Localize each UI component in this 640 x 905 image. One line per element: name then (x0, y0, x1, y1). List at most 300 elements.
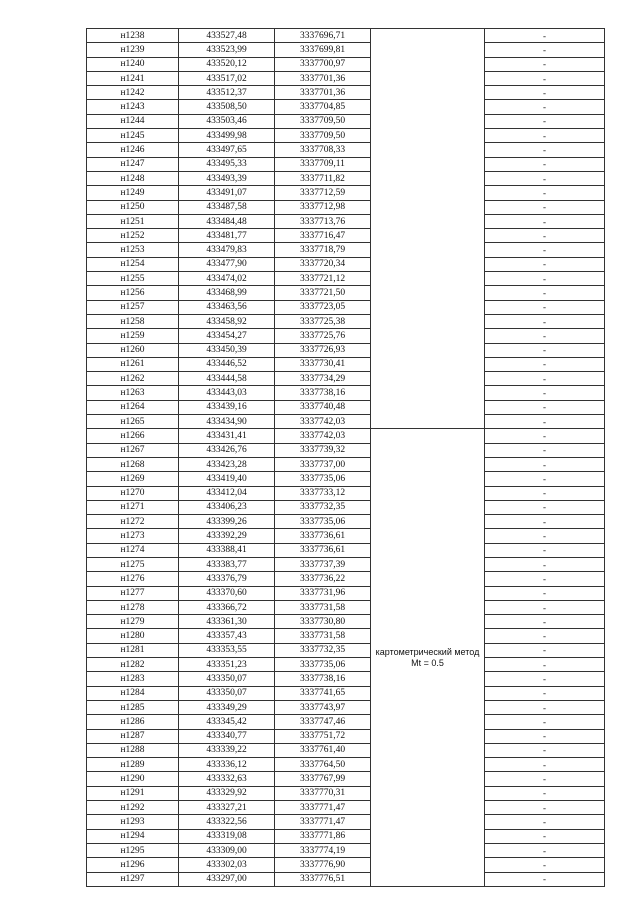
point-id-cell: н1250 (87, 200, 179, 214)
table-row (87, 643, 605, 657)
table-row (87, 157, 605, 171)
y-coordinate-cell: 3337701,36 (275, 86, 371, 100)
point-id-cell: н1257 (87, 300, 179, 314)
point-id-cell: н1287 (87, 729, 179, 743)
x-coordinate-cell: 433520,12 (179, 57, 275, 71)
x-coordinate-cell: 433366,72 (179, 600, 275, 614)
table-row (87, 200, 605, 214)
y-coordinate-cell: 3337751,72 (275, 729, 371, 743)
accuracy-cell: - (485, 758, 605, 772)
y-coordinate-cell: 3337725,38 (275, 314, 371, 328)
table-row (87, 843, 605, 857)
y-coordinate-cell: 3337712,59 (275, 186, 371, 200)
x-coordinate-cell: 433297,00 (179, 872, 275, 886)
point-id-cell: н1294 (87, 829, 179, 843)
x-coordinate-cell: 433423,28 (179, 457, 275, 471)
accuracy-cell: - (485, 729, 605, 743)
accuracy-cell: - (485, 43, 605, 57)
x-coordinate-cell: 433351,23 (179, 658, 275, 672)
accuracy-cell: - (485, 572, 605, 586)
y-coordinate-cell: 3337732,35 (275, 500, 371, 514)
x-coordinate-cell: 433426,76 (179, 443, 275, 457)
y-coordinate-cell: 3337731,58 (275, 600, 371, 614)
table-row (87, 815, 605, 829)
y-coordinate-cell: 3337735,06 (275, 658, 371, 672)
accuracy-cell: - (485, 357, 605, 371)
point-id-cell: н1238 (87, 29, 179, 43)
x-coordinate-cell: 433491,07 (179, 186, 275, 200)
point-id-cell: н1254 (87, 257, 179, 271)
y-coordinate-cell: 3337700,97 (275, 57, 371, 71)
table-row (87, 658, 605, 672)
table-row (87, 372, 605, 386)
accuracy-cell: - (485, 300, 605, 314)
table-row (87, 29, 605, 43)
x-coordinate-cell: 433431,41 (179, 429, 275, 443)
y-coordinate-cell: 3337776,51 (275, 872, 371, 886)
accuracy-cell: - (485, 457, 605, 471)
x-coordinate-cell: 433503,46 (179, 114, 275, 128)
accuracy-cell: - (485, 786, 605, 800)
y-coordinate-cell: 3337747,46 (275, 715, 371, 729)
table-row (87, 143, 605, 157)
y-coordinate-cell: 3337723,05 (275, 300, 371, 314)
point-id-cell: н1292 (87, 801, 179, 815)
accuracy-cell: - (485, 658, 605, 672)
point-id-cell: н1271 (87, 500, 179, 514)
table-row (87, 615, 605, 629)
table-row (87, 43, 605, 57)
accuracy-cell: - (485, 386, 605, 400)
point-id-cell: н1262 (87, 372, 179, 386)
x-coordinate-cell: 433383,77 (179, 557, 275, 571)
x-coordinate-cell: 433406,23 (179, 500, 275, 514)
point-id-cell: н1260 (87, 343, 179, 357)
x-coordinate-cell: 433468,99 (179, 286, 275, 300)
point-id-cell: н1248 (87, 171, 179, 185)
table-row (87, 586, 605, 600)
y-coordinate-cell: 3337736,61 (275, 529, 371, 543)
accuracy-cell: - (485, 400, 605, 414)
point-id-cell: н1264 (87, 400, 179, 414)
y-coordinate-cell: 3337699,81 (275, 43, 371, 57)
x-coordinate-cell: 433412,04 (179, 486, 275, 500)
accuracy-cell: - (485, 57, 605, 71)
y-coordinate-cell: 3337738,16 (275, 672, 371, 686)
table-row (87, 300, 605, 314)
x-coordinate-cell: 433477,90 (179, 257, 275, 271)
accuracy-cell: - (485, 643, 605, 657)
accuracy-cell: - (485, 443, 605, 457)
point-id-cell: н1256 (87, 286, 179, 300)
accuracy-cell: - (485, 229, 605, 243)
accuracy-cell: - (485, 472, 605, 486)
accuracy-cell: - (485, 29, 605, 43)
point-id-cell: н1279 (87, 615, 179, 629)
coordinates-table-wrapper (86, 28, 605, 887)
point-id-cell: н1278 (87, 600, 179, 614)
table-row (87, 572, 605, 586)
y-coordinate-cell: 3337725,76 (275, 329, 371, 343)
point-id-cell: н1269 (87, 472, 179, 486)
x-coordinate-cell: 433350,07 (179, 686, 275, 700)
x-coordinate-cell: 433353,55 (179, 643, 275, 657)
table-row (87, 400, 605, 414)
y-coordinate-cell: 3337720,34 (275, 257, 371, 271)
table-row (87, 529, 605, 543)
y-coordinate-cell: 3337771,86 (275, 829, 371, 843)
y-coordinate-cell: 3337735,06 (275, 515, 371, 529)
point-id-cell: н1268 (87, 457, 179, 471)
accuracy-cell: - (485, 214, 605, 228)
accuracy-cell: - (485, 372, 605, 386)
y-coordinate-cell: 3337716,47 (275, 229, 371, 243)
accuracy-cell: - (485, 515, 605, 529)
accuracy-cell: - (485, 86, 605, 100)
x-coordinate-cell: 433434,90 (179, 415, 275, 429)
accuracy-cell: - (485, 272, 605, 286)
point-id-cell: н1291 (87, 786, 179, 800)
table-row (87, 429, 605, 443)
table-row (87, 858, 605, 872)
x-coordinate-cell: 433345,42 (179, 715, 275, 729)
y-coordinate-cell: 3337709,50 (275, 114, 371, 128)
accuracy-cell: - (485, 600, 605, 614)
point-id-cell: н1274 (87, 543, 179, 557)
y-coordinate-cell: 3337711,82 (275, 171, 371, 185)
point-id-cell: н1239 (87, 43, 179, 57)
accuracy-cell: - (485, 557, 605, 571)
y-coordinate-cell: 3337709,11 (275, 157, 371, 171)
y-coordinate-cell: 3337740,48 (275, 400, 371, 414)
accuracy-cell: - (485, 343, 605, 357)
x-coordinate-cell: 433497,65 (179, 143, 275, 157)
point-id-cell: н1296 (87, 858, 179, 872)
y-coordinate-cell: 3337742,03 (275, 429, 371, 443)
x-coordinate-cell: 433439,16 (179, 400, 275, 414)
table-row (87, 700, 605, 714)
accuracy-cell: - (485, 686, 605, 700)
y-coordinate-cell: 3337709,50 (275, 129, 371, 143)
point-id-cell: н1255 (87, 272, 179, 286)
x-coordinate-cell: 433474,02 (179, 272, 275, 286)
x-coordinate-cell: 433517,02 (179, 71, 275, 85)
y-coordinate-cell: 3337726,93 (275, 343, 371, 357)
point-id-cell: н1252 (87, 229, 179, 243)
x-coordinate-cell: 433340,77 (179, 729, 275, 743)
x-coordinate-cell: 433302,03 (179, 858, 275, 872)
point-id-cell: н1245 (87, 129, 179, 143)
table-row (87, 71, 605, 85)
point-id-cell: н1290 (87, 772, 179, 786)
y-coordinate-cell: 3337770,31 (275, 786, 371, 800)
y-coordinate-cell: 3337721,12 (275, 272, 371, 286)
y-coordinate-cell: 3337708,33 (275, 143, 371, 157)
y-coordinate-cell: 3337771,47 (275, 801, 371, 815)
accuracy-cell: - (485, 629, 605, 643)
table-body (87, 29, 605, 887)
point-id-cell: н1243 (87, 100, 179, 114)
table-row (87, 329, 605, 343)
accuracy-cell: - (485, 100, 605, 114)
accuracy-cell: - (485, 872, 605, 886)
accuracy-cell: - (485, 286, 605, 300)
accuracy-cell: - (485, 186, 605, 200)
x-coordinate-cell: 433443,03 (179, 386, 275, 400)
x-coordinate-cell: 433458,92 (179, 314, 275, 328)
point-id-cell: н1293 (87, 815, 179, 829)
y-coordinate-cell: 3337734,29 (275, 372, 371, 386)
accuracy-cell: - (485, 801, 605, 815)
point-id-cell: н1281 (87, 643, 179, 657)
y-coordinate-cell: 3337730,80 (275, 615, 371, 629)
x-coordinate-cell: 433329,92 (179, 786, 275, 800)
x-coordinate-cell: 433493,39 (179, 171, 275, 185)
table-row (87, 772, 605, 786)
table-row (87, 229, 605, 243)
method-cell-empty (371, 29, 485, 429)
x-coordinate-cell: 433322,56 (179, 815, 275, 829)
accuracy-cell: - (485, 486, 605, 500)
x-coordinate-cell: 433336,12 (179, 758, 275, 772)
x-coordinate-cell: 433481,77 (179, 229, 275, 243)
accuracy-cell: - (485, 257, 605, 271)
point-id-cell: н1284 (87, 686, 179, 700)
y-coordinate-cell: 3337737,00 (275, 457, 371, 471)
table-row (87, 672, 605, 686)
x-coordinate-cell: 433309,00 (179, 843, 275, 857)
x-coordinate-cell: 433484,48 (179, 214, 275, 228)
point-id-cell: н1270 (87, 486, 179, 500)
point-id-cell: н1246 (87, 143, 179, 157)
point-id-cell: н1276 (87, 572, 179, 586)
table-row (87, 86, 605, 100)
x-coordinate-cell: 433450,39 (179, 343, 275, 357)
x-coordinate-cell: 433454,27 (179, 329, 275, 343)
x-coordinate-cell: 433388,41 (179, 543, 275, 557)
table-row (87, 343, 605, 357)
point-id-cell: н1286 (87, 715, 179, 729)
table-row (87, 629, 605, 643)
table-row (87, 386, 605, 400)
table-row (87, 214, 605, 228)
x-coordinate-cell: 433370,60 (179, 586, 275, 600)
table-row (87, 872, 605, 886)
accuracy-cell: - (485, 171, 605, 185)
x-coordinate-cell: 433512,37 (179, 86, 275, 100)
table-row (87, 500, 605, 514)
point-id-cell: н1267 (87, 443, 179, 457)
point-id-cell: н1259 (87, 329, 179, 343)
accuracy-cell: - (485, 500, 605, 514)
point-id-cell: н1280 (87, 629, 179, 643)
point-id-cell: н1240 (87, 57, 179, 71)
table-row (87, 472, 605, 486)
accuracy-cell: - (485, 743, 605, 757)
point-id-cell: н1283 (87, 672, 179, 686)
point-id-cell: н1295 (87, 843, 179, 857)
table-row (87, 758, 605, 772)
y-coordinate-cell: 3337743,97 (275, 700, 371, 714)
accuracy-cell: - (485, 529, 605, 543)
point-id-cell: н1258 (87, 314, 179, 328)
table-row (87, 515, 605, 529)
x-coordinate-cell: 433319,08 (179, 829, 275, 843)
accuracy-cell: - (485, 157, 605, 171)
x-coordinate-cell: 433523,99 (179, 43, 275, 57)
y-coordinate-cell: 3337712,98 (275, 200, 371, 214)
point-id-cell: н1261 (87, 357, 179, 371)
y-coordinate-cell: 3337736,61 (275, 543, 371, 557)
table-row (87, 314, 605, 328)
table-row (87, 443, 605, 457)
point-id-cell: н1282 (87, 658, 179, 672)
accuracy-cell: - (485, 415, 605, 429)
accuracy-cell: - (485, 829, 605, 843)
table-row (87, 715, 605, 729)
accuracy-cell: - (485, 129, 605, 143)
y-coordinate-cell: 3337742,03 (275, 415, 371, 429)
x-coordinate-cell: 433446,52 (179, 357, 275, 371)
y-coordinate-cell: 3337736,22 (275, 572, 371, 586)
accuracy-cell: - (485, 772, 605, 786)
table-row (87, 186, 605, 200)
table-row (87, 357, 605, 371)
accuracy-cell: - (485, 858, 605, 872)
y-coordinate-cell: 3337739,32 (275, 443, 371, 457)
x-coordinate-cell: 433499,98 (179, 129, 275, 143)
y-coordinate-cell: 3337776,90 (275, 858, 371, 872)
point-id-cell: н1249 (87, 186, 179, 200)
table-row (87, 57, 605, 71)
y-coordinate-cell: 3337732,35 (275, 643, 371, 657)
y-coordinate-cell: 3337761,40 (275, 743, 371, 757)
point-id-cell: н1263 (87, 386, 179, 400)
y-coordinate-cell: 3337741,65 (275, 686, 371, 700)
y-coordinate-cell: 3337731,58 (275, 629, 371, 643)
y-coordinate-cell: 3337733,12 (275, 486, 371, 500)
y-coordinate-cell: 3337737,39 (275, 557, 371, 571)
table-row (87, 686, 605, 700)
accuracy-cell: - (485, 815, 605, 829)
x-coordinate-cell: 433479,83 (179, 243, 275, 257)
x-coordinate-cell: 433357,43 (179, 629, 275, 643)
coordinates-table (86, 28, 605, 887)
table-row (87, 415, 605, 429)
y-coordinate-cell: 3337713,76 (275, 214, 371, 228)
accuracy-cell: - (485, 586, 605, 600)
point-id-cell: н1275 (87, 557, 179, 571)
accuracy-cell: - (485, 114, 605, 128)
x-coordinate-cell: 433495,33 (179, 157, 275, 171)
table-row (87, 829, 605, 843)
y-coordinate-cell: 3337718,79 (275, 243, 371, 257)
y-coordinate-cell: 3337774,19 (275, 843, 371, 857)
table-row (87, 243, 605, 257)
x-coordinate-cell: 433349,29 (179, 700, 275, 714)
accuracy-cell: - (485, 314, 605, 328)
x-coordinate-cell: 433376,79 (179, 572, 275, 586)
x-coordinate-cell: 433463,56 (179, 300, 275, 314)
y-coordinate-cell: 3337731,96 (275, 586, 371, 600)
point-id-cell: н1289 (87, 758, 179, 772)
table-row (87, 600, 605, 614)
point-id-cell: н1242 (87, 86, 179, 100)
accuracy-cell: - (485, 715, 605, 729)
table-row (87, 114, 605, 128)
y-coordinate-cell: 3337701,36 (275, 71, 371, 85)
table-row (87, 557, 605, 571)
x-coordinate-cell: 433419,40 (179, 472, 275, 486)
accuracy-cell: - (485, 329, 605, 343)
accuracy-cell: - (485, 200, 605, 214)
accuracy-cell: - (485, 543, 605, 557)
table-row (87, 801, 605, 815)
table-row (87, 486, 605, 500)
y-coordinate-cell: 3337730,41 (275, 357, 371, 371)
point-id-cell: н1288 (87, 743, 179, 757)
table-row (87, 543, 605, 557)
point-id-cell: н1253 (87, 243, 179, 257)
point-id-cell: н1272 (87, 515, 179, 529)
table-row (87, 100, 605, 114)
x-coordinate-cell: 433392,29 (179, 529, 275, 543)
point-id-cell: н1297 (87, 872, 179, 886)
point-id-cell: н1273 (87, 529, 179, 543)
table-row (87, 129, 605, 143)
x-coordinate-cell: 433444,58 (179, 372, 275, 386)
accuracy-cell: - (485, 429, 605, 443)
x-coordinate-cell: 433399,26 (179, 515, 275, 529)
accuracy-cell: - (485, 843, 605, 857)
point-id-cell: н1277 (87, 586, 179, 600)
x-coordinate-cell: 433350,07 (179, 672, 275, 686)
y-coordinate-cell: 3337721,50 (275, 286, 371, 300)
accuracy-cell: - (485, 143, 605, 157)
x-coordinate-cell: 433361,30 (179, 615, 275, 629)
table-row (87, 272, 605, 286)
point-id-cell: н1247 (87, 157, 179, 171)
x-coordinate-cell: 433508,50 (179, 100, 275, 114)
y-coordinate-cell: 3337771,47 (275, 815, 371, 829)
y-coordinate-cell: 3337767,99 (275, 772, 371, 786)
x-coordinate-cell: 433332,63 (179, 772, 275, 786)
point-id-cell: н1285 (87, 700, 179, 714)
table-row (87, 286, 605, 300)
accuracy-cell: - (485, 672, 605, 686)
table-row (87, 457, 605, 471)
y-coordinate-cell: 3337735,06 (275, 472, 371, 486)
method-cell: картометрический метод Mt = 0.5 (371, 429, 485, 887)
point-id-cell: н1265 (87, 415, 179, 429)
accuracy-cell: - (485, 71, 605, 85)
table-row (87, 729, 605, 743)
table-row (87, 257, 605, 271)
table-row (87, 171, 605, 185)
accuracy-cell: - (485, 615, 605, 629)
y-coordinate-cell: 3337696,71 (275, 29, 371, 43)
y-coordinate-cell: 3337738,16 (275, 386, 371, 400)
x-coordinate-cell: 433527,48 (179, 29, 275, 43)
y-coordinate-cell: 3337704,85 (275, 100, 371, 114)
x-coordinate-cell: 433339,22 (179, 743, 275, 757)
x-coordinate-cell: 433327,21 (179, 801, 275, 815)
point-id-cell: н1266 (87, 429, 179, 443)
point-id-cell: н1244 (87, 114, 179, 128)
table-row (87, 786, 605, 800)
point-id-cell: н1251 (87, 214, 179, 228)
x-coordinate-cell: 433487,58 (179, 200, 275, 214)
